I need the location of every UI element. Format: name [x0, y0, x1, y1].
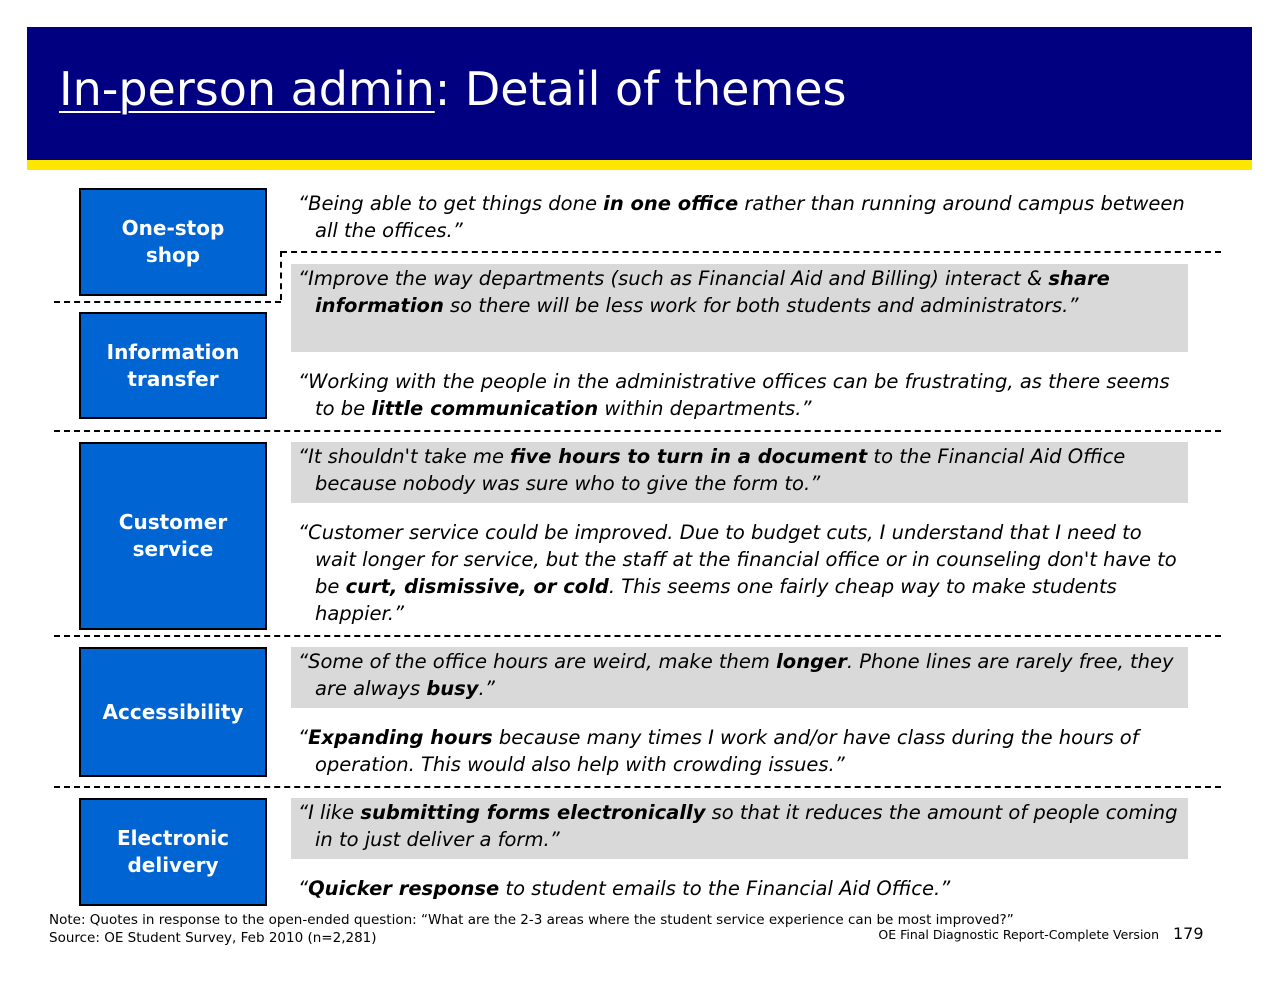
theme-box-one-stop-shop	[79, 188, 267, 296]
theme-box-information-transfer	[79, 312, 267, 419]
theme-label: service	[132, 537, 214, 561]
theme-label: shop	[145, 243, 201, 267]
accent-stripe	[27, 160, 1252, 170]
theme-box-customer-service	[79, 442, 267, 630]
separator	[54, 301, 281, 303]
quote: “Being able to get things done in one office rather than running around campus between all the offices.”	[298, 192, 1185, 242]
page-title	[59, 62, 847, 116]
theme-label: transfer	[127, 366, 219, 391]
theme-label: Customer	[118, 510, 228, 534]
theme-box-accessibility	[79, 647, 267, 777]
source-line: Source: OE Student Survey, Feb 2010 (n=2,281)	[49, 930, 377, 946]
separator	[54, 635, 1221, 637]
footer-label: OE Final Diagnostic Report-Complete Version	[878, 927, 1159, 942]
quote: “Improve the way departments (such as Financial Aid and Billing) interact & share information so there will be less work for both students and administrators.”	[298, 267, 1110, 317]
footnote	[49, 911, 1014, 947]
separator	[281, 251, 1221, 253]
quote: “It shouldn't take me five hours to turn in a document to the Financial Aid Office because nobody was sure who to give the form to.”	[298, 445, 1126, 495]
separator	[54, 430, 1221, 432]
quote: “Customer service could be improved. Due to budget cuts, I understand that I need to wait longer for service, but the staff at the financial office or in counseling don't have to be curt, dismissive, or cold. This seems one fairly cheap way to make students happier.”	[298, 521, 1177, 625]
title-link[interactable]: In-person admin	[59, 62, 435, 116]
separator	[280, 251, 282, 300]
theme-box-electronic-delivery	[79, 798, 267, 906]
quote: “Expanding hours because many times I work and/or have class during the hours of operation. This would also help with crowding issues.”	[298, 726, 1139, 776]
theme-label: Electronic	[116, 826, 230, 850]
quote: “I like submitting forms electronically so that it reduces the amount of people coming in to just deliver a form.”	[298, 801, 1178, 851]
theme-label: Accessibility	[102, 699, 244, 724]
quote: “Working with the people in the administrative offices can be frustrating, as there seems to be little communication within departments.”	[298, 370, 1170, 420]
note-line: Note: Quotes in response to the open-ended question: “What are the 2-3 areas where the student service experience can be most improved?”	[49, 912, 1014, 928]
theme-label: delivery	[127, 853, 219, 877]
quote: “Some of the office hours are weird, make them longer. Phone lines are rarely free, they are always busy.”	[298, 650, 1174, 700]
quote: “Quicker response to student emails to the Financial Aid Office.”	[298, 877, 951, 900]
separator	[54, 786, 1221, 788]
page-number: 179	[1173, 924, 1204, 943]
theme-label: Information	[106, 339, 240, 364]
title-suffix: : Detail of themes	[434, 62, 847, 116]
theme-label: One-stop	[121, 216, 225, 240]
